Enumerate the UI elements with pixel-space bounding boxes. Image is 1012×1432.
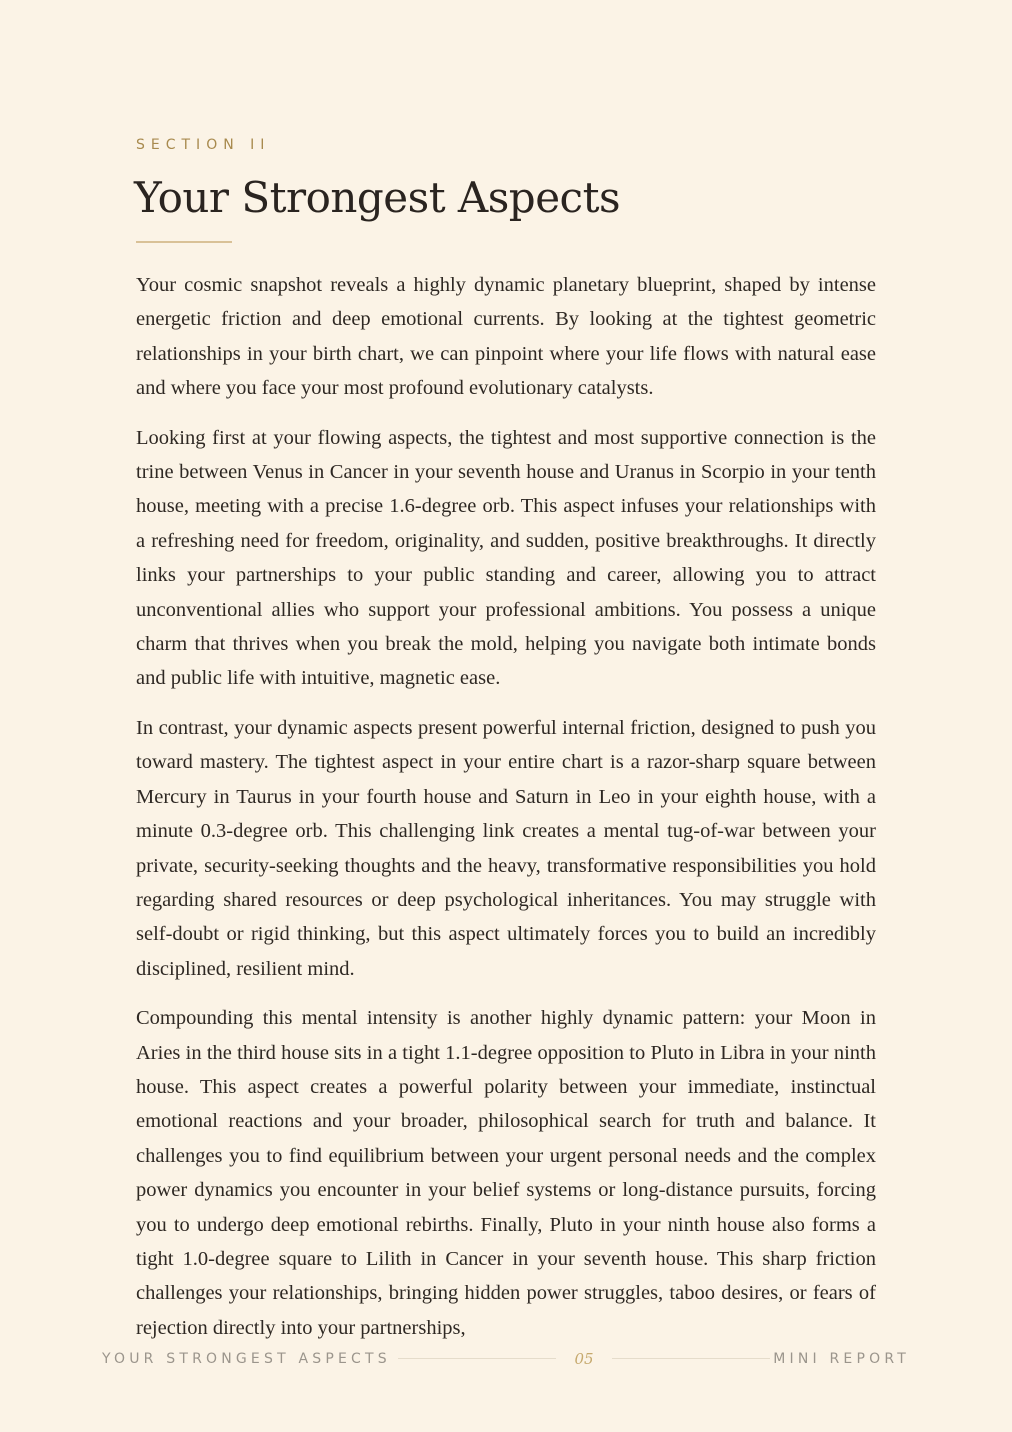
- report-body: [136, 268, 876, 1339]
- footer-page-number: 05: [574, 1350, 594, 1368]
- paragraph-dynamic-aspects: In contrast, your dynamic aspects present powerful internal friction, designed to push you toward mastery. The tightest aspect in your entire chart is a razor-sharp square between Mercury in Taurus in your fourth house and Saturn in Leo in your eighth house, with a minute 0.3-degree orb. This challenging link creates a mental tug-of-war between your private, security-seeking thoughts and the heavy, transformative responsibilities you hold regarding shared resources or deep psychological inheritances. You may struggle with self-doubt or rigid thinking, but this aspect ultimately forces you to build an incredibly disciplined, resilient mind.: [136, 716, 876, 980]
- footer-divider-right: [612, 1358, 770, 1359]
- footer-divider-left: [398, 1358, 556, 1359]
- footer-section-title: YOUR STRONGEST ASPECTS: [102, 1351, 391, 1367]
- title-underline-divider: [136, 241, 232, 243]
- paragraph-flowing-aspects: Looking first at your flowing aspects, the tightest and most supportive connection is the trine between Venus in Cancer in your seventh house and Uranus in Scorpio in your tenth house, meeting with a precise 1.6-degree orb. This aspect infuses your relationships with a refreshing need for freedom, originality, and sudden, positive breakthroughs. It directly links your partnerships to your public standing and career, allowing you to attract unconventional allies who support your professional ambitions. You possess a unique charm that thrives when you break the mold, helping you navigate both intimate bonds and public life with intuitive, magnetic ease.: [136, 426, 876, 690]
- footer-report-name: MINI REPORT: [773, 1351, 910, 1367]
- section-label: SECTION II: [136, 137, 271, 153]
- paragraph-moon-pluto: Compounding this mental intensity is another highly dynamic pattern: your Moon in Aries in the third house sits in a tight 1.1-degree opposition to Pluto in Libra in your ninth house. This aspect creates a powerful polarity between your immediate, instinctual emotional reactions and your broader, philosophical search for truth and balance. It challenges you to find equilibrium between your urgent personal needs and the complex power dynamics you encounter in your belief systems or long-distance pursuits, forcing you to undergo deep emotional rebirths. Finally, Pluto in your ninth house also forms a tight 1.0-degree square to Lilith in Cancer in your seventh house. This sharp friction challenges your relationships, bringing hidden power struggles, taboo desires, or fears of rejection directly into your partnerships,: [136, 1007, 876, 1339]
- page-title: Your Strongest Aspects: [134, 173, 621, 222]
- page-footer: [102, 1348, 910, 1370]
- paragraph-intro: Your cosmic snapshot reveals a highly dynamic planetary blueprint, shaped by intense energetic friction and deep emotional currents. By looking at the tightest geometric relationships in your birth chart, we can pinpoint where your life flows with natural ease and where you face your most profound evolutionary catalysts.: [136, 274, 876, 400]
